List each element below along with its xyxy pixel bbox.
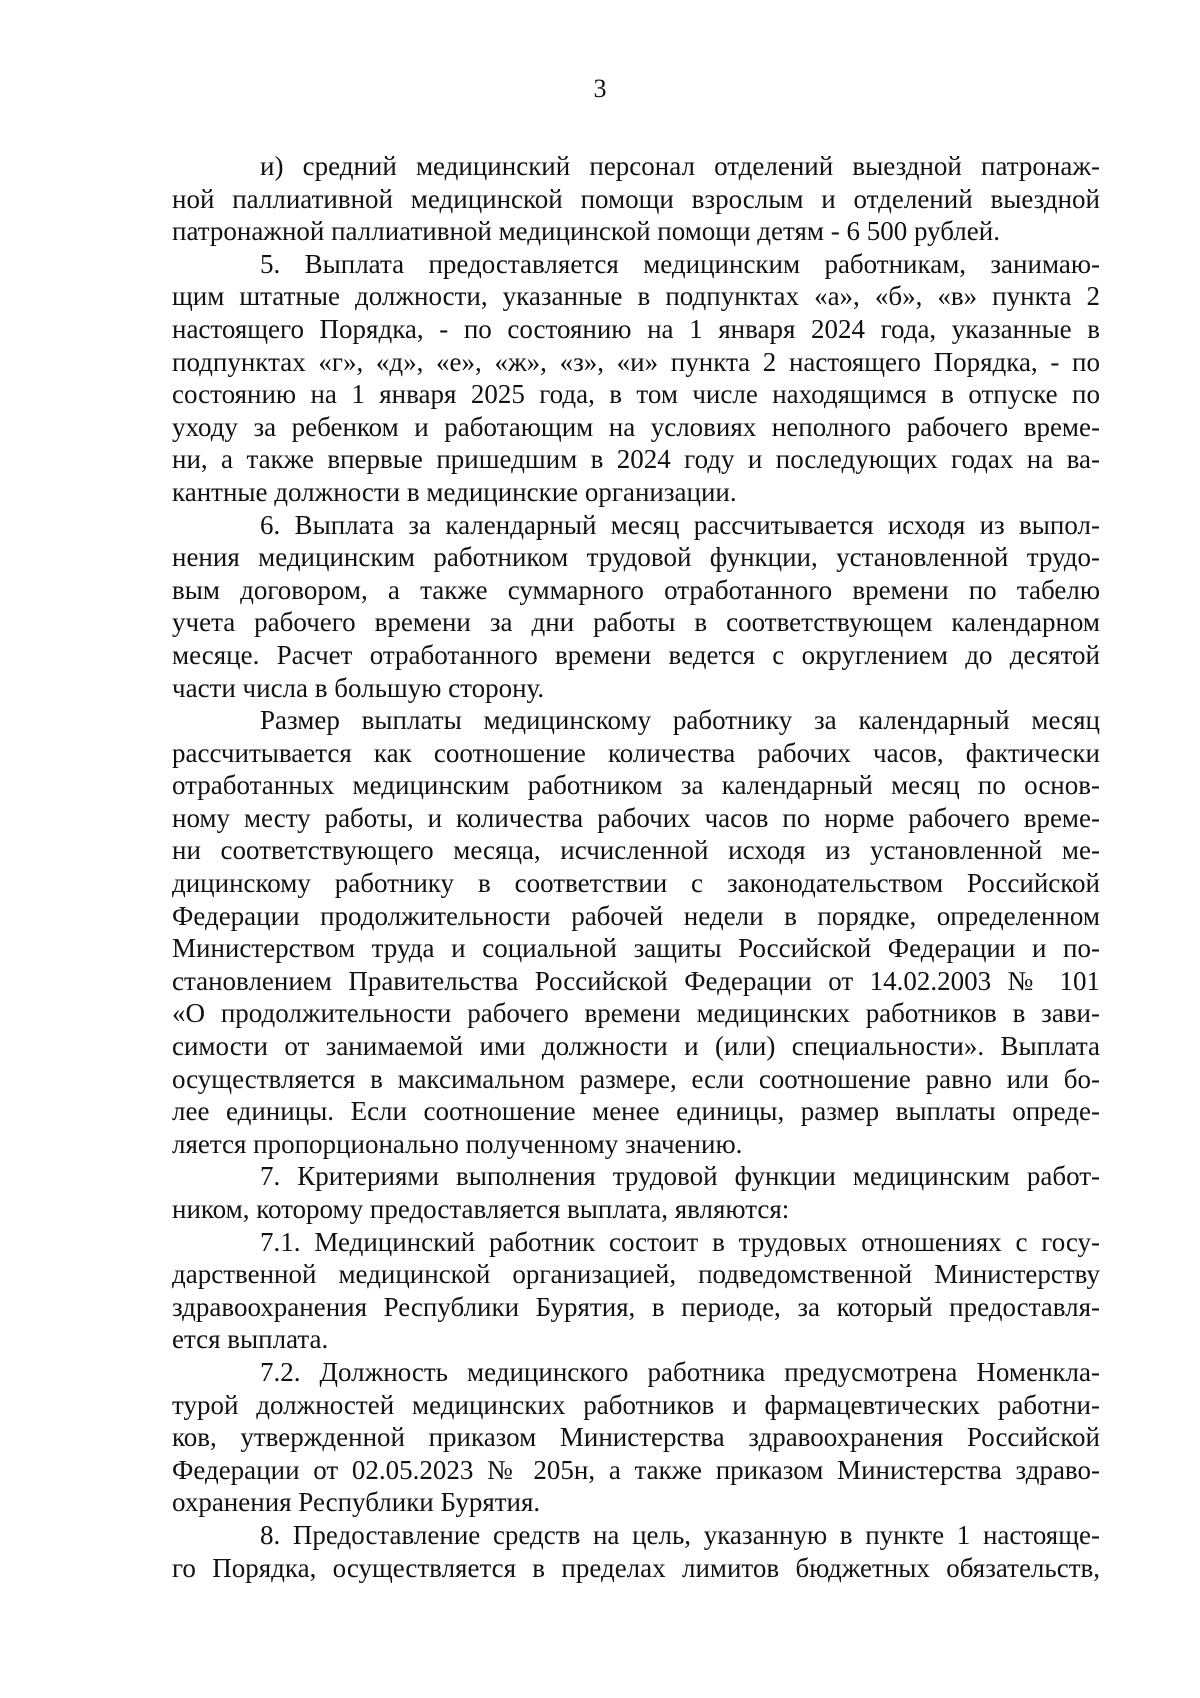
- text-line: 7.2. Должность медицинского работника предусмотрена Номенкла-: [260, 1356, 1100, 1387]
- paragraph-p-6: [172, 509, 1100, 705]
- text-line: Размер выплаты медицинскому работнику за календарный месяц: [260, 705, 1100, 736]
- text-line: становлением Правительства Российской Федерации от 14.02.2003 № 101: [172, 965, 1100, 996]
- text-line: осуществляется в максимальном размере, если соотношение равно или бо-: [172, 1063, 1100, 1094]
- text-line: 6. Выплата за календарный месяц рассчитывается исходя из выпол-: [260, 509, 1100, 540]
- text-line: дарственной медицинской организацией, подведомственной Министерству: [172, 1259, 1100, 1290]
- text-line: Федерации от 02.05.2023 № 205н, а также приказом Министерства здраво-: [172, 1454, 1100, 1485]
- text-line: лее единицы. Если соотношение менее единицы, размер выплаты опреде-: [172, 1096, 1100, 1127]
- text-line: ется выплата.: [172, 1324, 329, 1355]
- text-line: части числа в большую сторону.: [172, 672, 545, 703]
- text-line: кантные должности в медицинские организации.: [172, 476, 737, 507]
- text-line: ной паллиативной медицинской помощи взрослым и отделений выездной: [172, 183, 1100, 214]
- text-line: подпунктах «г», «д», «е», «ж», «з», «и» пункта 2 настоящего Порядка, - по: [172, 346, 1100, 377]
- text-line: настоящего Порядка, - по состоянию на 1 января 2024 года, указанные в: [172, 313, 1100, 344]
- text-line: отработанных медицинским работником за календарный месяц по основ-: [172, 770, 1100, 801]
- text-line: вым договором, а также суммарного отработанного времени по табелю: [172, 574, 1100, 605]
- text-line: Министерством труда и социальной защиты Российской Федерации и по-: [172, 933, 1100, 964]
- text-line: ному месту работы, и количества рабочих часов по норме рабочего време-: [172, 802, 1100, 833]
- text-line: дицинскому работнику в соответствии с законодательством Российской: [172, 868, 1100, 899]
- text-line: уходу за ребенком и работающим на условиях неполного рабочего време-: [172, 411, 1100, 442]
- text-line: «О продолжительности рабочего времени медицинских работников в зави-: [172, 998, 1100, 1029]
- text-line: ником, которому предоставляется выплата, являются:: [172, 1194, 790, 1224]
- text-line: месяце. Расчет отработанного времени ведется с округлением до десятой: [172, 639, 1100, 670]
- text-line: го Порядка, осуществляется в пределах лимитов бюджетных обязательств,: [172, 1552, 1100, 1583]
- paragraph-p-8: [172, 1519, 1100, 1584]
- paragraph-p-4i: [172, 150, 1100, 248]
- text-line: рассчитывается как соотношение количества рабочих часов, фактически: [172, 737, 1100, 768]
- paragraph-p-7-2: [172, 1356, 1100, 1519]
- text-line: ни, а также впервые пришедшим в 2024 году и последующих годах на ва-: [172, 444, 1100, 475]
- text-line: щим штатные должности, указанные в подпунктах «а», «б», «в» пункта 2: [172, 281, 1100, 312]
- text-line: патронажной паллиативной медицинской помощи детям - 6 500 рублей.: [172, 216, 1000, 247]
- paragraph-p-5: [172, 248, 1100, 509]
- text-line: учета рабочего времени за дни работы в соответствующем календарном: [172, 607, 1100, 638]
- text-line: и) средний медицинский персонал отделений выездной патронаж-: [260, 151, 1100, 181]
- text-line: 7. Критериями выполнения трудовой функции медицинским работ-: [260, 1161, 1100, 1192]
- text-line: 5. Выплата предоставляется медицинским работникам, занимаю-: [260, 248, 1100, 279]
- paragraph-p-7: [172, 1160, 1100, 1225]
- text-line: 8. Предоставление средств на цель, указанную в пункте 1 настояще-: [260, 1519, 1100, 1550]
- paragraph-p-6b: [172, 704, 1100, 1160]
- text-line: турой должностей медицинских работников и фармацевтических работни-: [172, 1389, 1100, 1420]
- text-line: охранения Республики Бурятия.: [172, 1487, 541, 1518]
- text-line: здравоохранения Республики Бурятия, в периоде, за который предоставля-: [172, 1291, 1100, 1322]
- text-line: 7.1. Медицинский работник состоит в трудовых отношениях с госу-: [260, 1226, 1100, 1257]
- text-line: симости от занимаемой ими должности и (или) специальности». Выплата: [172, 1031, 1100, 1062]
- text-line: Федерации продолжительности рабочей недели в порядке, определенном: [172, 900, 1100, 931]
- text-line: ни соответствующего месяца, исчисленной исходя из установленной ме-: [172, 835, 1100, 866]
- text-line: нения медицинским работником трудовой функции, установленной трудо-: [172, 542, 1100, 573]
- document-body: [172, 150, 1100, 1584]
- text-line: ков, утвержденной приказом Министерства здравоохранения Российской: [172, 1422, 1100, 1453]
- paragraph-p-7-1: [172, 1226, 1100, 1356]
- text-line: состоянию на 1 января 2025 года, в том числе находящимся в отпуске по: [172, 379, 1100, 410]
- page-number: 3: [593, 74, 607, 103]
- text-line: ляется пропорционально полученному значению.: [172, 1128, 743, 1159]
